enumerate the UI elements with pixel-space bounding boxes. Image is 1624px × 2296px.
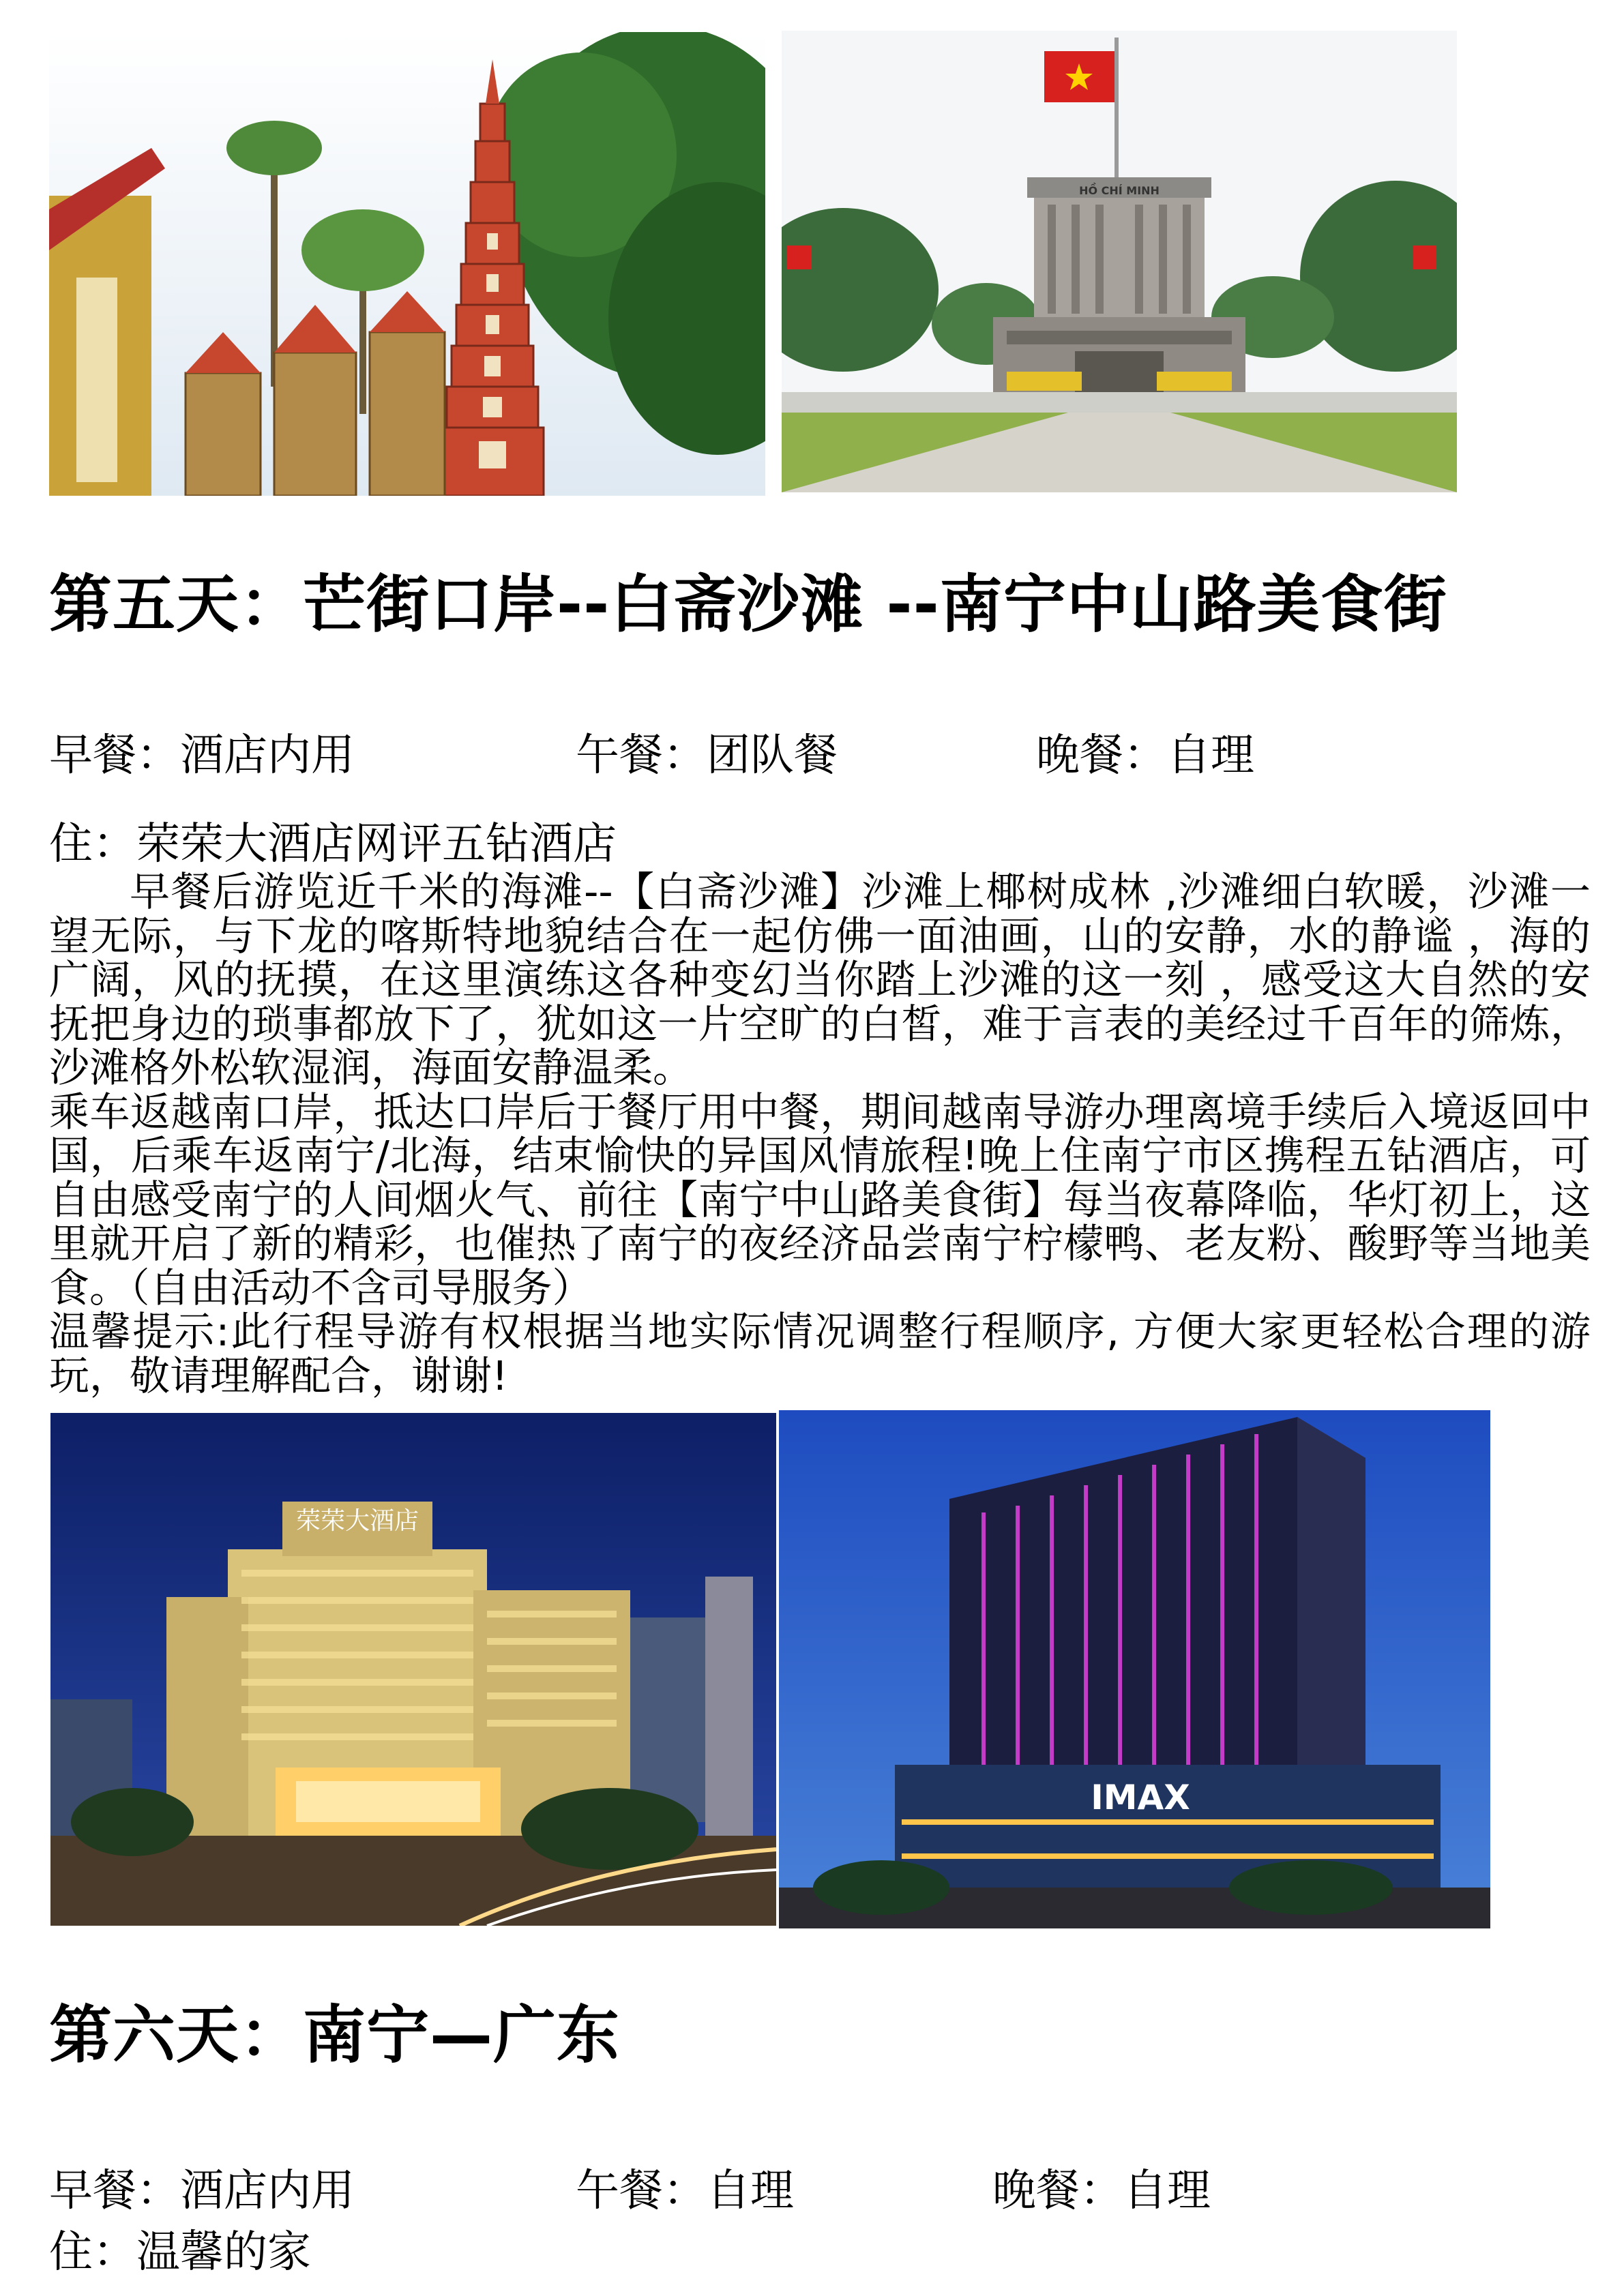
day5-meals: [49, 728, 1550, 783]
day5-paragraph: 乘车返越南口岸，抵达口岸后于餐厅用中餐，期间越南导游办理离境手续后入境返回中国，后乘车返南宁/北海，结束愉快的异国风情旅程!晚上住南宁市区携程五钻酒店，可自由感受南宁的人间烟火气、前往【南宁中山路美食街】每当夜幕降临，华灯初上，这里就开启了新的精彩，也催热了南宁的夜经济品尝南宁柠檬鸭、老友粉、酸野等当地美食。（自由活动不含司导服务）: [49, 1088, 1591, 1311]
mausoleum-sign: HỒ CHÍ MINH: [1079, 184, 1160, 197]
day5-description: [49, 870, 1591, 1398]
day5-paragraph: 早餐后游览近千米的海滩--【白斋沙滩】沙滩上椰树成林 ,沙滩细白软暖，沙滩一望无际，与下龙的喀斯特地貌结合在一起仿佛一面油画，山的安静，水的静谧 ，海的广阔，风的抚摸，在这里演练这各种变幻当你踏上沙滩的这一刻 ，感受这大自然的安抚把身边的琐事都放下了，犹如这一片空旷的白皙，难于言表的美经过千百年的筛炼，沙滩格外松软湿润，海面安静温柔。: [49, 868, 1591, 1091]
rongrong-hotel-sign: 荣荣大酒店: [295, 1507, 419, 1535]
day5-lunch: 午餐：团队餐: [576, 730, 838, 781]
day5-title: 第五天：芒街口岸--白斋沙滩 --南宁中山路美食街: [49, 568, 1447, 641]
mausoleum-photo: [782, 31, 1457, 492]
day5-stay: 住：荣荣大酒店网评五钻酒店: [49, 819, 617, 869]
day6-meals: [49, 2164, 1550, 2218]
day6-title: 第六天：南宁—广东: [49, 1999, 621, 2072]
pagoda-photo: [49, 32, 765, 496]
day6-stay: 住：温馨的家: [49, 2227, 311, 2278]
day6-breakfast: 早餐：酒店内用: [49, 2166, 355, 2216]
day5-breakfast: 早餐：酒店内用: [49, 730, 355, 781]
day6-lunch: 午餐：自理: [576, 2166, 794, 2216]
tower-hotel-photo: [779, 1410, 1490, 1928]
imax-sign: IMAX: [1091, 1778, 1190, 1817]
day5-dinner: 晚餐：自理: [1036, 730, 1254, 781]
day6-dinner: 晚餐：自理: [992, 2166, 1211, 2216]
day5-tip: 温馨提示:此行程导游有权根据当地实际情况调整行程顺序, 方便大家更轻松合理的游玩，敬请理解配合，谢谢!: [49, 1308, 1591, 1399]
rongrong-hotel-photo: [50, 1413, 776, 1926]
